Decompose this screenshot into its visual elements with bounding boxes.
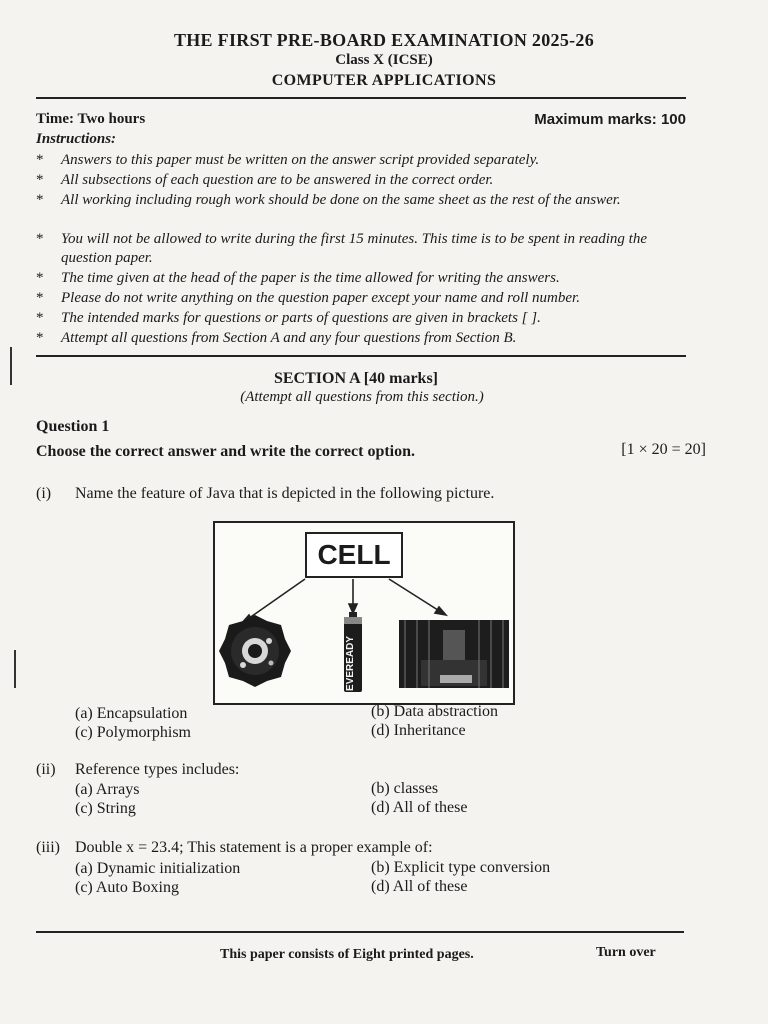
option-c: (c) Polymorphism (75, 724, 191, 741)
option-a: (a) Encapsulation (75, 705, 188, 722)
turn-over-label: Turn over (596, 945, 656, 960)
time-label: Time: Two hours (36, 111, 146, 127)
bullet-icon: * (36, 152, 44, 168)
bullet-icon: * (36, 231, 44, 247)
header-divider (36, 97, 686, 99)
option-d: (d) Inheritance (371, 722, 466, 739)
arrow-right-icon (389, 579, 446, 615)
option-d: (d) All of these (371, 878, 468, 895)
option-c: (c) String (75, 800, 136, 817)
arrow-down-icon (349, 579, 357, 613)
margin-mark (14, 650, 16, 688)
exam-title: THE FIRST PRE-BOARD EXAMINATION 2025-26 (173, 30, 595, 50)
battery-text: EVEREADY (345, 635, 356, 691)
option-b: (b) classes (371, 780, 439, 797)
cell-picture (213, 521, 515, 705)
bullet-icon: * (36, 172, 44, 188)
instructions-divider (36, 355, 686, 357)
option-b: (b) Explicit type conversion (371, 859, 551, 876)
bullet-icon: * (36, 290, 44, 306)
bullet-icon: * (36, 310, 44, 326)
bullet-icon: * (36, 270, 44, 286)
option-a: (a) Dynamic initialization (75, 860, 241, 877)
pages-note: This paper consists of Eight printed pages. (220, 947, 474, 962)
battery-icon (344, 612, 362, 692)
max-marks-label: Maximum marks: 100 (534, 111, 686, 128)
part-number: (iii) (36, 839, 60, 856)
option-d: (d) All of these (371, 799, 468, 816)
prison-cell-icon (399, 620, 509, 688)
section-title: SECTION A [40 marks] (273, 370, 439, 387)
subject-title: COMPUTER APPLICATIONS (271, 72, 497, 89)
cell-label: CELL (305, 532, 403, 578)
instructions-heading: Instructions: (36, 131, 117, 147)
question-marks: [1 × 20 = 20] (621, 441, 706, 458)
biological-cell-icon (219, 615, 291, 687)
part-text: Reference types includes: (75, 761, 240, 778)
option-a: (a) Arrays (75, 781, 140, 798)
part-number: (ii) (36, 761, 56, 778)
bullet-icon: * (36, 192, 44, 208)
part-number: (i) (36, 485, 52, 502)
option-b: (b) Data abstraction (371, 703, 499, 720)
part-text: Double x = 23.4; This statement is a proper example of: (75, 839, 433, 856)
bullet-icon: * (36, 330, 44, 346)
class-label: Class X (ICSE) (335, 52, 433, 68)
question-instruction: Choose the correct answer and write the correct option. (36, 443, 416, 460)
option-c: (c) Auto Boxing (75, 879, 179, 896)
section-subtitle: (Attempt all questions from this section.) (240, 389, 484, 405)
question-label: Question 1 (36, 418, 110, 435)
arrows-diagram (215, 523, 513, 703)
part-text: Name the feature of Java that is depicted in the following picture. (75, 485, 495, 502)
footer-divider (36, 931, 684, 933)
